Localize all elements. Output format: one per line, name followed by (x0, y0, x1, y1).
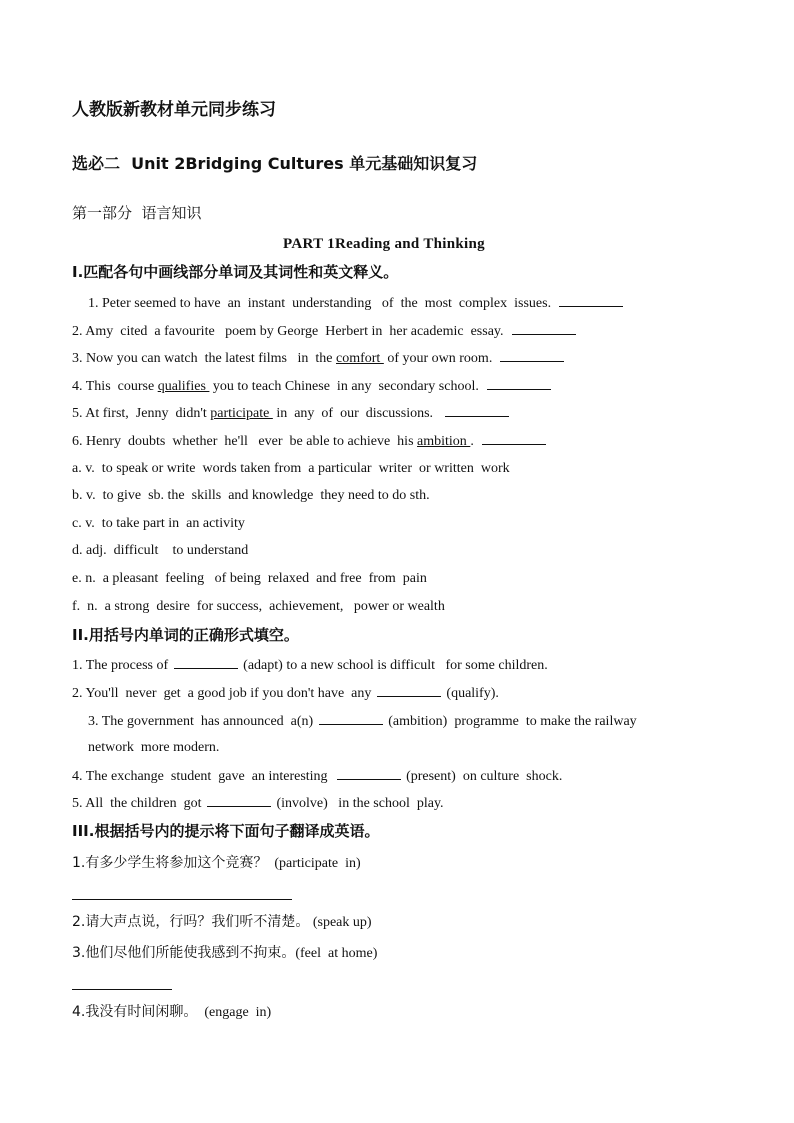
s1-question-5 (72, 404, 511, 423)
s1-q5-underlined-word: participate (210, 406, 273, 421)
s3-q4-hint: (engage in) (197, 1005, 272, 1020)
definition-c: c. v. to take part in an activity (72, 516, 245, 531)
s1-question-6 (72, 432, 548, 451)
definition-e: e. n. a pleasant feeling of being relaxed and free from pain (72, 571, 427, 586)
s3-question-2 (72, 913, 372, 932)
s1-q5-pre: 5. At first, Jenny didn't (72, 406, 211, 421)
s2-q1-post: (adapt) to a new school is difficult for some children. (239, 658, 548, 673)
answer-blank[interactable] (500, 349, 564, 362)
s2-question-1 (72, 656, 548, 675)
s1-q4-pre: 4. This course (72, 379, 158, 394)
s1-q3-underlined-word: comfort (336, 351, 384, 366)
s2-question-4 (72, 767, 562, 786)
answer-blank[interactable] (377, 684, 441, 697)
answer-blank[interactable] (559, 294, 623, 307)
s3-question-4 (72, 1003, 271, 1022)
answer-blank[interactable] (445, 404, 509, 417)
s3-q2-hint: (speak up) (309, 915, 372, 930)
part-label: 第一部分 语言知识 (72, 204, 202, 222)
s2-q5-post: (involve) in the school play. (272, 796, 444, 811)
s1-q3-pre: 3. Now you can watch the latest films in the (72, 351, 336, 366)
section-2-heading: II.用括号内单词的正确形式填空。 (72, 626, 299, 644)
section-1-heading: I.匹配各句中画线部分单词及其词性和英文释义。 (72, 263, 399, 281)
s2-q4-pre: 4. The exchange student gave an interesting (72, 769, 335, 784)
definition-f: f. n. a strong desire for success, achievement, power or wealth (72, 599, 445, 614)
s2-q5-pre: 5. All the children got (72, 796, 205, 811)
s1-q3-post: of your own room. (383, 351, 493, 366)
definition-d: d. adj. difficult to understand (72, 543, 249, 558)
part-title: PART 1Reading and Thinking (283, 236, 485, 252)
s1-q2-text: 2. Amy cited a favourite poem by George Herbert in her academic essay. (72, 324, 504, 339)
s1-q4-underlined-word: qualifies (157, 379, 210, 394)
s2-q2-pre: 2. You'll never get a good job if you don't have any (72, 686, 375, 701)
s3-q1-text: 1.有多少学生将参加这个竞赛？ (72, 855, 268, 871)
s2-q1-pre: 1. The process of (72, 658, 172, 673)
s2-question-3-continuation: network more modern. (88, 740, 220, 755)
s3-q3-text: 3.他们尽他们所能使我感到不拘束。 (72, 945, 296, 961)
s2-question-5 (72, 794, 444, 813)
s3-q3-answer-line[interactable] (72, 989, 172, 990)
answer-blank[interactable] (319, 712, 383, 725)
s3-q2-text: 2.请大声点说，行吗？我们听不清楚。 (72, 914, 310, 930)
s3-q4-text: 4.我没有时间闲聊。 (72, 1004, 198, 1020)
s3-q1-hint: (participate in) (267, 856, 361, 871)
s1-q5-post: in any of our discussions. (272, 406, 434, 421)
s2-question-2 (72, 684, 499, 703)
s3-question-1 (72, 854, 361, 873)
s1-question-3 (72, 349, 566, 368)
answer-blank[interactable] (482, 432, 546, 445)
s2-question-3 (88, 712, 637, 731)
s3-q1-answer-line[interactable] (72, 899, 292, 900)
s1-question-2 (72, 322, 578, 341)
s1-q6-pre: 6. Henry doubts whether he'll ever be able to achieve his (72, 434, 418, 449)
s3-q3-hint: (feel at home) (295, 946, 378, 961)
answer-blank[interactable] (174, 656, 238, 669)
s1-question-4 (72, 377, 553, 396)
definition-b: b. v. to give sb. the skills and knowledge they need to do sth. (72, 488, 430, 503)
s1-q1-text: 1. Peter seemed to have an instant understanding of the most complex issues. (88, 296, 552, 311)
s1-q4-post: you to teach Chinese in any secondary school. (209, 379, 479, 394)
definition-a: a. v. to speak or write words taken from a particular writer or written work (72, 461, 510, 476)
s1-q6-underlined-word: ambition (417, 434, 471, 449)
s2-q3-pre: 3. The government has announced a(n) (88, 714, 317, 729)
answer-blank[interactable] (207, 794, 271, 807)
unit-subtitle: 选必二 Unit 2Bridging Cultures 单元基础知识复习 (72, 154, 478, 173)
s2-q4-post: (present) on culture shock. (402, 769, 563, 784)
s2-q3-post: (ambition) programme to make the railway (384, 714, 637, 729)
s3-question-3 (72, 944, 377, 963)
s1-q6-post: . (470, 434, 474, 449)
answer-blank[interactable] (487, 377, 551, 390)
s1-question-1 (88, 294, 625, 313)
document-title: 人教版新教材单元同步练习 (72, 100, 276, 120)
s2-q2-post: (qualify). (442, 686, 499, 701)
section-3-heading: III.根据括号内的提示将下面句子翻译成英语。 (72, 822, 380, 840)
answer-blank[interactable] (512, 322, 576, 335)
answer-blank[interactable] (337, 767, 401, 780)
